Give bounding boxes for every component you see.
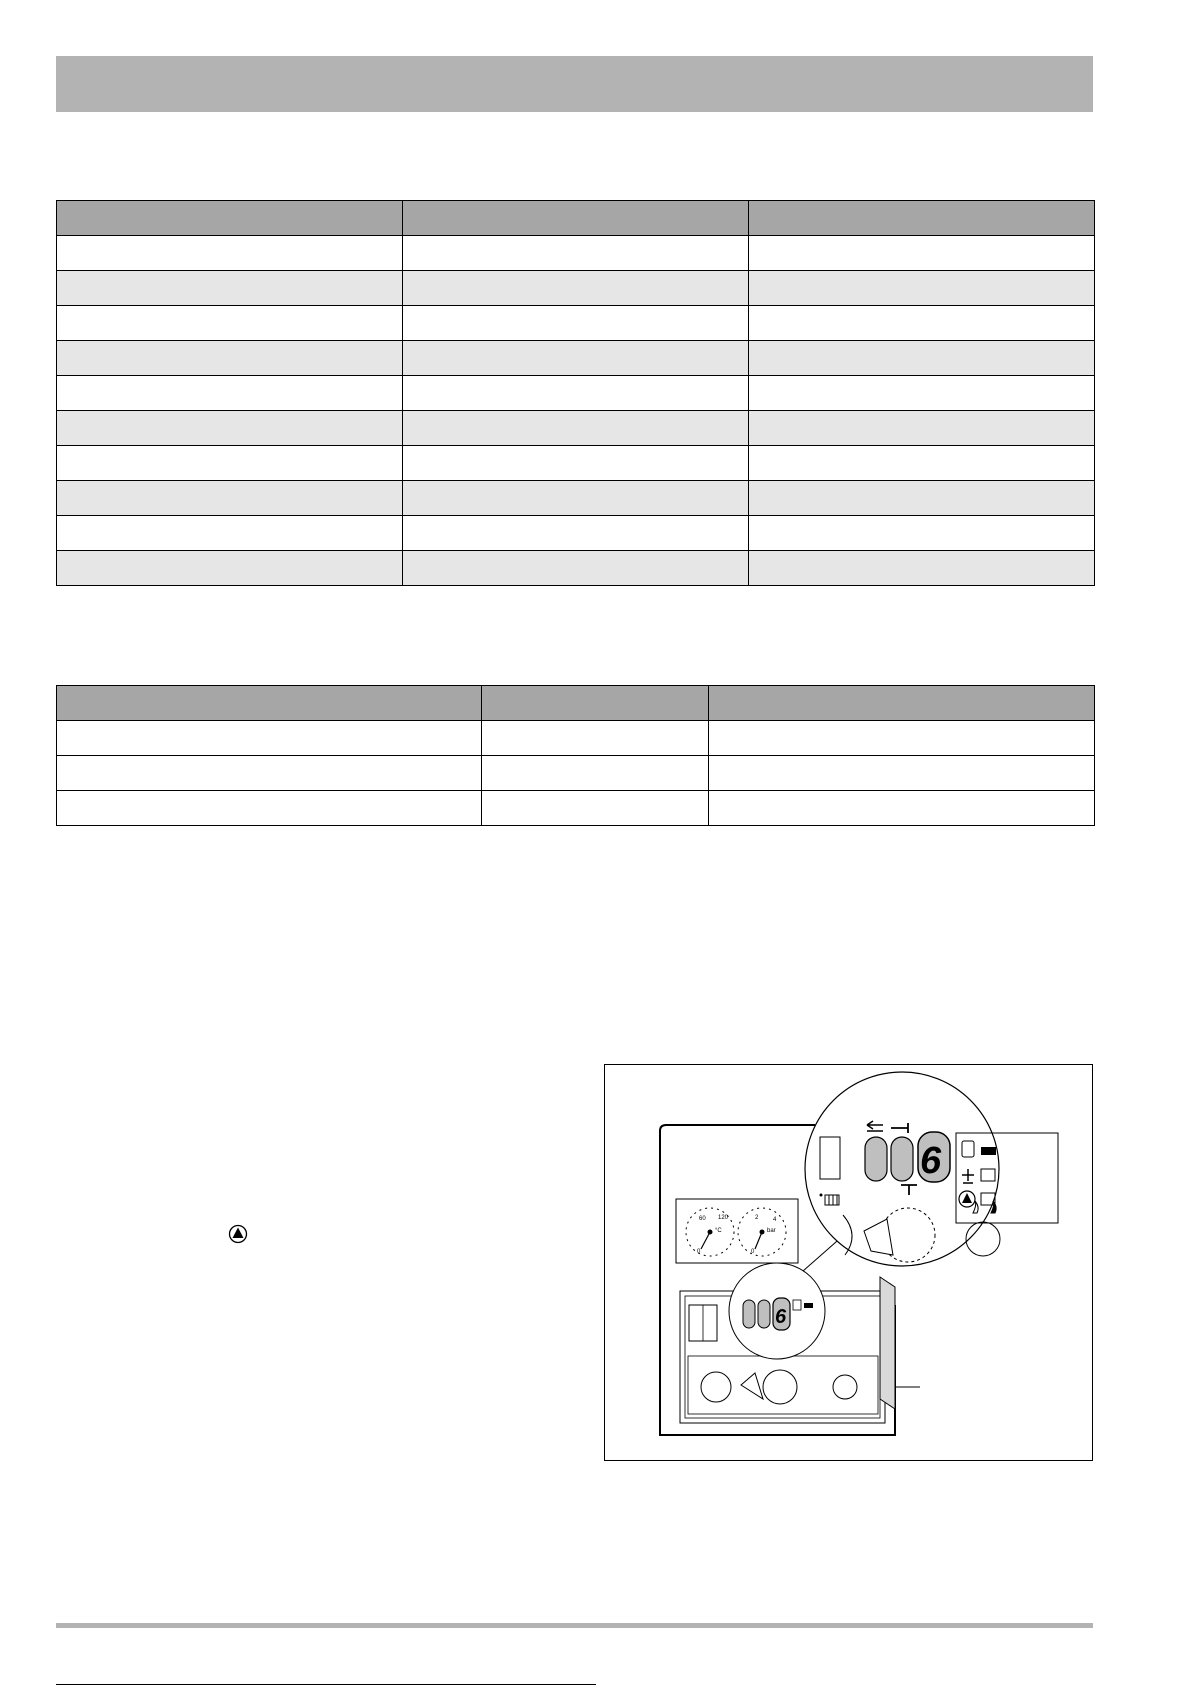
table-row [57,236,1095,271]
table-cell [57,551,403,586]
table-row [57,481,1095,516]
table-cell [57,446,403,481]
table-cell [749,306,1095,341]
table-row [57,791,1095,826]
table-row [57,376,1095,411]
back-button[interactable] [865,1137,887,1181]
table-cell [749,341,1095,376]
table-row [57,516,1095,551]
table-cell [403,376,749,411]
table-cell [403,306,749,341]
table-cell [57,516,403,551]
table-cell [403,446,749,481]
table-cell [709,791,1095,826]
table-cell [403,481,749,516]
page-header-bar [56,56,1093,112]
table-cell [403,271,749,306]
table-cell [749,551,1095,586]
display-digit-small: 6 [775,1306,787,1328]
page-footer-bar [56,1623,1093,1628]
table-header-cell [709,686,1095,721]
pump-icon [228,1224,248,1244]
table-header-cell [57,201,403,236]
table-cell [482,721,709,756]
table-cell [403,516,749,551]
table-cell [57,306,403,341]
table-cell [709,721,1095,756]
table-row [57,446,1095,481]
table-cell [57,236,403,271]
table-cell [709,756,1095,791]
gauge-label: 0 [751,1249,755,1255]
table-cell [57,376,403,411]
table-cell [57,341,403,376]
table-row [57,551,1095,586]
table-cell [57,791,482,826]
table-cell [403,551,749,586]
gauge-label: 120 [718,1215,729,1221]
table-row [57,271,1095,306]
table-cell [749,446,1095,481]
table-cell [57,721,482,756]
gauge-label: 0 [697,1249,701,1255]
data-table-2 [56,685,1095,826]
table-row [57,721,1095,756]
table-cell [749,271,1095,306]
boiler-control-panel-figure [604,1064,1093,1461]
table-cell [403,236,749,271]
gauge-unit: °C [715,1228,722,1234]
table-header-row [57,201,1095,236]
table-row [57,411,1095,446]
gauge-label: 60 [699,1216,706,1222]
table-cell [403,341,749,376]
table-header-cell [749,201,1095,236]
table-cell [749,516,1095,551]
table-cell [749,481,1095,516]
gauge-unit: bar [767,1228,776,1234]
display-digit: 6 [920,1140,942,1182]
table-cell [57,481,403,516]
gauge-label: 4 [773,1217,777,1223]
table-header-row [57,686,1095,721]
service-button[interactable] [891,1137,913,1181]
table-cell [749,376,1095,411]
table-cell [482,791,709,826]
table-row [57,756,1095,791]
heating-temperature-knob[interactable] [966,1222,1000,1256]
table-cell [57,756,482,791]
gauge-label: 2 [755,1215,759,1221]
table-cell [403,411,749,446]
table-cell [57,411,403,446]
table-cell [482,756,709,791]
data-table-1 [56,200,1095,586]
table-row [57,341,1095,376]
table-cell [57,271,403,306]
table-header-cell [482,686,709,721]
table-header-cell [57,686,482,721]
table-cell [749,236,1095,271]
table-cell [749,411,1095,446]
table-row [57,306,1095,341]
table-header-cell [403,201,749,236]
